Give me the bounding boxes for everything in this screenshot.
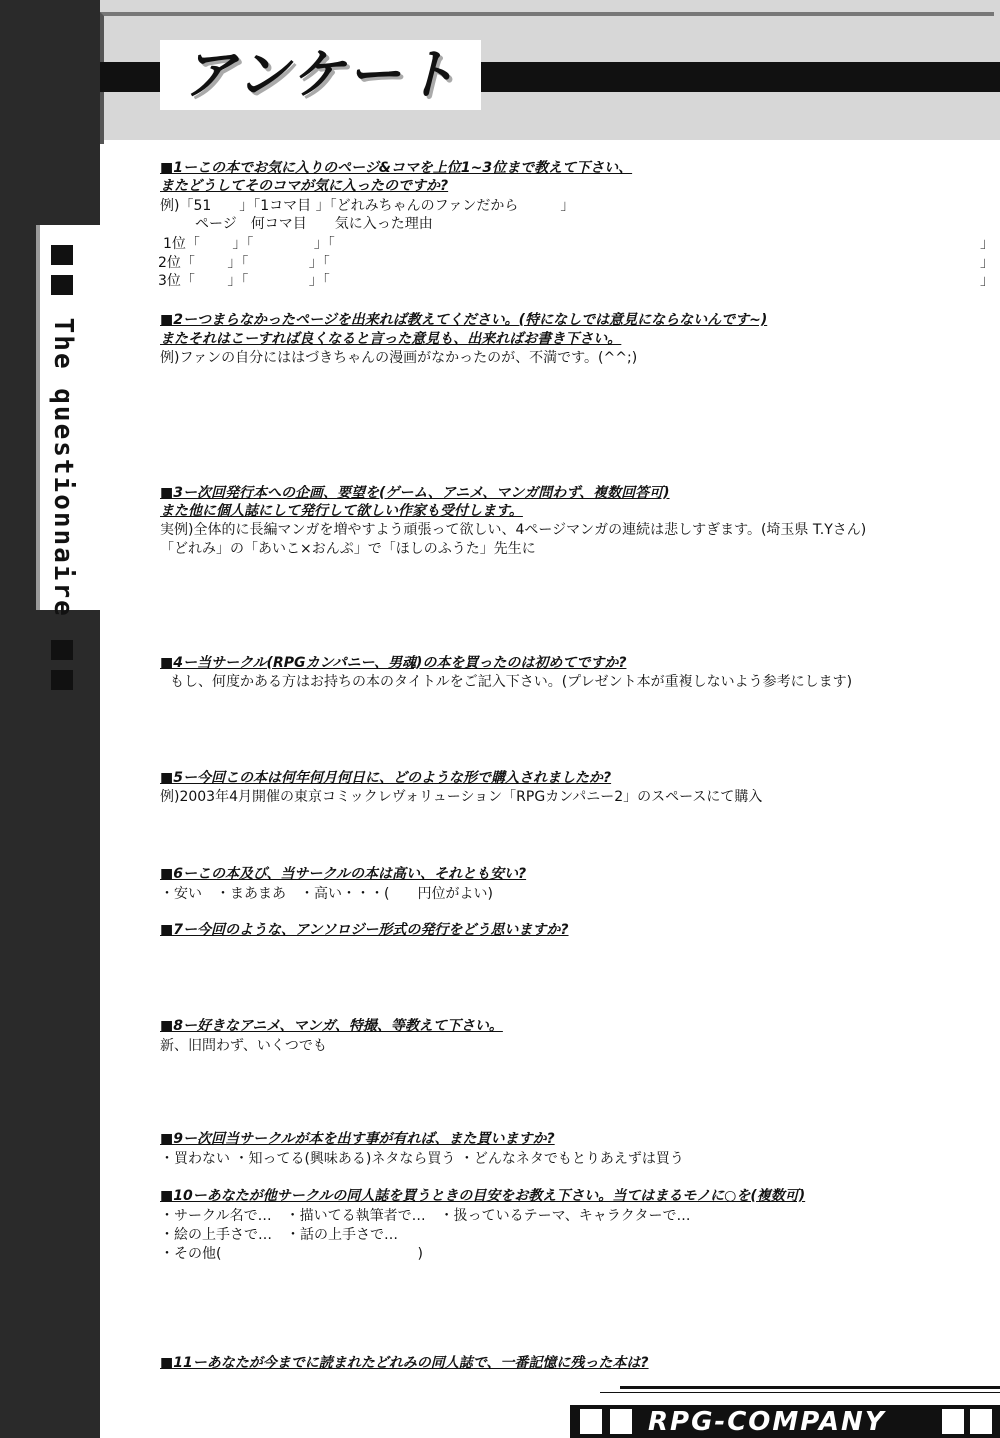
square-icon [942,1409,964,1434]
question-1-line-1: ■1ーこの本でお気に入りのページ&コマを上位1~3位まで教えて下さい、 [160,160,633,176]
question-4-note: もし、何度かある方はお持ちの本のタイトルをご記入下さい。(プレゼント本が重複しないよう参考にします) [170,674,853,690]
question-11-line-1: ■11ーあなたが今までに読まれたどれみの同人誌で、一番記憶に残った本は? [160,1355,649,1371]
question-10-option-1[interactable]: ・サークル名で… ・描いてる執筆者で… ・扱っているテーマ、キャラクターで… [160,1208,691,1224]
footer-rule-thin [600,1392,1000,1393]
square-icon [52,670,74,690]
page-title: アンケート [160,40,481,110]
question-3-line-1: ■3ー次回発行本への企画、要望を(ゲーム、アニメ、マンガ問わず、複数回答可) [160,485,670,501]
question-9-line-1: ■9ー次回当サークルが本を出す事が有れば、また買いますか? [160,1131,555,1147]
square-icon [52,245,74,265]
square-icon [970,1409,992,1434]
rank-1-close-bracket: 」 [980,236,994,252]
question-1-rank-3[interactable]: 3位「 」「 」「 [158,273,330,289]
square-icon [610,1409,632,1434]
question-8-line-1: ■8ー好きなアニメ、マンガ、特撮、等教えて下さい。 [160,1018,503,1034]
rank-2-close-bracket: 」 [980,255,994,271]
question-1-rank-1[interactable]: 1位「 」「 」「 [163,236,335,252]
question-5-line-1: ■5ー今回この本は何年何月何日に、どのような形で購入されましたか? [160,770,612,786]
footer-rule [620,1386,1000,1389]
question-3-example-2: 「どれみ」の「あいこ×おんぷ」で「ほしのふうた」先生に [160,541,536,557]
side-label-text: The questionnaire [48,317,78,618]
question-3-example-1: 実例)全体的に長編マンガを増やすよう頑張って欲しい、4ページマンガの連続は悲しすぎます。(埼玉県 T.Yさん) [160,522,867,538]
question-10-option-3[interactable]: ・その他( ) [160,1246,423,1262]
question-1-legend: ページ 何コマ目 気に入った理由 [195,216,433,232]
question-6-line-1: ■6ーこの本及び、当サークルの本は高い、それとも安い? [160,866,527,882]
side-label [48,240,78,695]
question-1-example: 例)「51 」「1コマ目 」「どれみちゃんのファンだから 」 [160,198,575,214]
square-icon [580,1409,602,1434]
question-10-option-2[interactable]: ・絵の上手さで… ・話の上手さで… [160,1227,398,1243]
question-5-example: 例)2003年4月開催の東京コミックレヴォリューション「RPGカンパニー2」のスペースにて購入 [160,789,763,805]
question-8-note: 新、旧問わず、いくつでも [160,1038,327,1054]
footer-brand: RPG-COMPANY [648,1407,886,1437]
question-1-rank-2[interactable]: 2位「 」「 」「 [158,255,330,271]
square-icon [52,640,74,660]
question-6-options[interactable]: ・安い ・まあまあ ・高い・・・( 円位がよい) [160,886,493,902]
question-2-line-1: ■2ーつまらなかったページを出来れば教えてください。(特になしでは意見にならないんです~) [160,312,768,328]
question-3-line-2: また他に個人誌にして発行して欲しい作家も受付します。 [160,503,523,519]
rank-3-close-bracket: 」 [980,273,994,289]
question-2-line-2: またそれはこーすれば良くなると言った意見も、出来ればお書き下さい。 [160,331,622,347]
question-10-line-1: ■10ーあなたが他サークルの同人誌を買うときの目安をお教え下さい。当てはまるモノに○を(複数可) [160,1188,806,1204]
left-margin-bar [0,0,100,1438]
question-9-options[interactable]: ・買わない ・知ってる(興味ある)ネタなら買う ・どんなネタでもとりあえずは買う [160,1151,684,1167]
question-7-line-1: ■7ー今回のような、アンソロジー形式の発行をどう思いますか? [160,922,569,938]
question-4-line-1: ■4ー当サークル(RPGカンパニー、男魂)の本を買ったのは初めてですか? [160,655,627,671]
square-icon [52,275,74,295]
question-1-line-2: またどうしてそのコマが気に入ったのですか? [160,178,449,194]
question-2-example: 例)ファンの自分にははづきちゃんの漫画がなかったのが、不満です。(^^;) [160,350,638,366]
